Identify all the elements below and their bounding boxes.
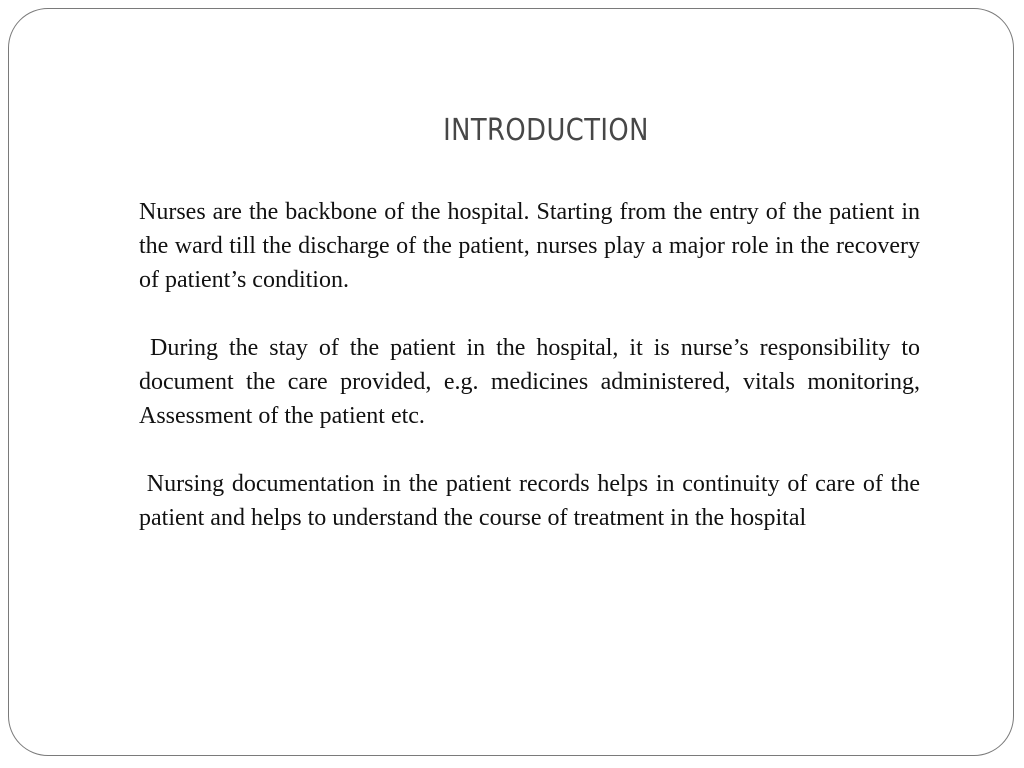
paragraph-documentation-responsibility: During the stay of the patient in the hospital, it is nurse’s responsibility to document the care provided, e.g. medicines administered, vitals monitoring, Assessment of the patient etc. <box>139 335 920 429</box>
slide-body <box>139 195 920 535</box>
slide-frame <box>8 8 1014 756</box>
paragraph-backbone: Nurses are the backbone of the hospital. Starting from the entry of the patient in the ward till the discharge of the patient, nurses play a major role in the recovery of patient’s condition. <box>139 199 920 293</box>
paragraph-continuity-of-care: Nursing documentation in the patient records helps in continuity of care of the patient and helps to understand the course of treatment in the hospital <box>139 471 920 531</box>
slide-title: INTRODUCTION <box>443 113 649 148</box>
